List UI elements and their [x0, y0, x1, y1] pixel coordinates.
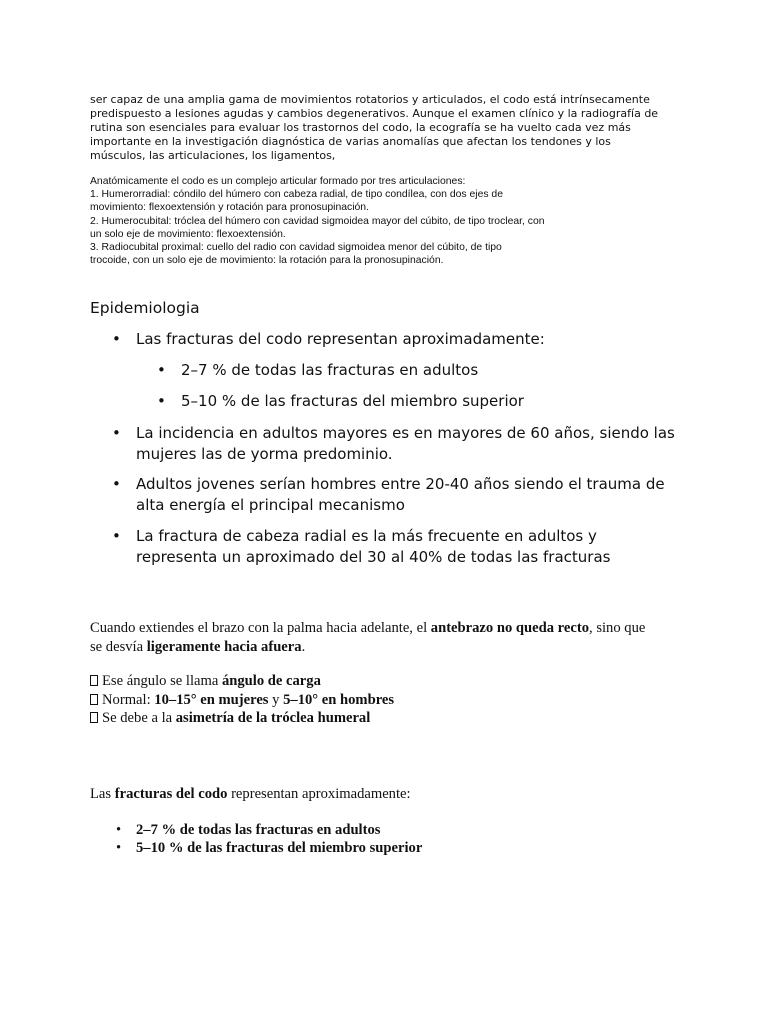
text-line: predispuesto a lesiones agudas y cambios degenerativos. Aunque el examen clínico y la radiografía de [90, 107, 659, 120]
text-line: un solo eje de movimiento: flexoextensión. [90, 228, 286, 240]
list-item-text: representa un aproximado del 30 al 40% de todas las fracturas [136, 548, 611, 566]
bullet-glyph: • [112, 424, 121, 442]
text-line [90, 638, 690, 657]
text-line [90, 691, 690, 710]
text-line: trocoide, con un solo eje de movimiento: la rotación para la pronosupinación. [90, 255, 444, 267]
text-line: 2. Humerocubital: tróclea del húmero con cavidad sigmoidea mayor del cúbito, de tipo troclear, con [90, 215, 545, 227]
text-line: Anatómicamente el codo es un complejo articular formado por tres articulaciones: [90, 176, 466, 187]
fractures-paragraph [90, 785, 690, 804]
bullet-glyph: • [112, 475, 121, 493]
text-line [90, 785, 690, 804]
bold-text: asimetría de la tróclea humeral [175, 710, 371, 726]
bold-text: 10–15° en mujeres [154, 691, 269, 708]
missing-glyph-icon [90, 712, 98, 723]
text-line: 3. Radiocubital proximal: cuello del radio con cavidad sigmoidea menor del cúbito, de tipo [90, 242, 502, 254]
bullet-glyph: • [116, 822, 122, 838]
text-line: rutina son esenciales para evaluar los trastornos del codo, la ecografía se ha vuelto cada vez más [90, 121, 631, 134]
bullet-glyph: • [112, 527, 121, 545]
section-heading: Epidemiologia [90, 299, 200, 317]
list-item-text: La fractura de cabeza radial es la más frecuente en adultos y [136, 527, 597, 545]
text-run: Normal: [102, 691, 155, 708]
list-item-text: 5–10 % de las fracturas del miembro superior [136, 840, 423, 856]
text-line: músculos, las articulaciones, los ligamentos, [90, 149, 336, 162]
intro-paragraph [90, 93, 690, 163]
list-item-text: 5–10 % de las fracturas del miembro superior [181, 392, 524, 410]
carrying-angle-notes [90, 672, 690, 728]
list-item-text: Adultos jovenes serían hombres entre 20-40 años siendo el trauma de [136, 475, 665, 493]
bold-text: antebrazo no queda recto [430, 620, 590, 636]
text-run: . [301, 638, 306, 655]
bold-text: fracturas del codo [114, 786, 228, 802]
bold-text: 5–10° en hombres [283, 691, 395, 708]
list-item-text: alta energía el principal mecanismo [136, 496, 405, 514]
text-run: representan aproximadamente: [227, 786, 411, 802]
bullet-glyph: • [157, 392, 166, 410]
text-line [90, 709, 690, 728]
text-line [90, 619, 690, 638]
bullet-glyph: • [116, 840, 122, 856]
bullet-glyph: • [157, 361, 166, 379]
text-line [90, 672, 690, 691]
text-run: se desvía [90, 638, 147, 655]
text-run: y [268, 691, 284, 708]
text-run: Las [90, 786, 115, 802]
list-item-text: 2–7 % de todas las fracturas en adultos [136, 822, 381, 838]
text-line: ser capaz de una amplia gama de movimientos rotatorios y articulados, el codo está intrínsecamente [90, 93, 650, 106]
text-line: movimiento: flexoextensión y rotación para pronosupinación. [90, 202, 369, 214]
text-run: Ese ángulo se llama [102, 673, 222, 689]
anatomy-paragraph [90, 175, 650, 267]
missing-glyph-icon [90, 675, 98, 686]
list-item-text: La incidencia en adultos mayores es en mayores de 60 años, siendo las [136, 424, 675, 442]
list-item-text: 2–7 % de todas las fracturas en adultos [181, 361, 479, 379]
list-item-text: mujeres las de yorma predominio. [136, 445, 393, 463]
list-item-text: Las fracturas del codo representan aproximadamente: [136, 330, 545, 348]
text-line: 1. Humerorradial: cóndilo del húmero con cabeza radial, de tipo condílea, con dos ejes de [90, 189, 503, 201]
bullet-glyph: • [112, 330, 121, 348]
text-line: importante en la investigación diagnóstica de varias anomalías que afectan los tendones y los [90, 135, 611, 148]
text-run: Se debe a la [102, 710, 176, 726]
text-run: Cuando extiendes el brazo con la palma hacia adelante, el [90, 620, 431, 636]
missing-glyph-icon [90, 694, 98, 705]
carrying-angle-paragraph [90, 619, 690, 656]
bold-text: ligeramente hacia afuera [146, 638, 302, 655]
text-run: , sino que [589, 620, 646, 636]
bold-text: ángulo de carga [221, 673, 321, 689]
